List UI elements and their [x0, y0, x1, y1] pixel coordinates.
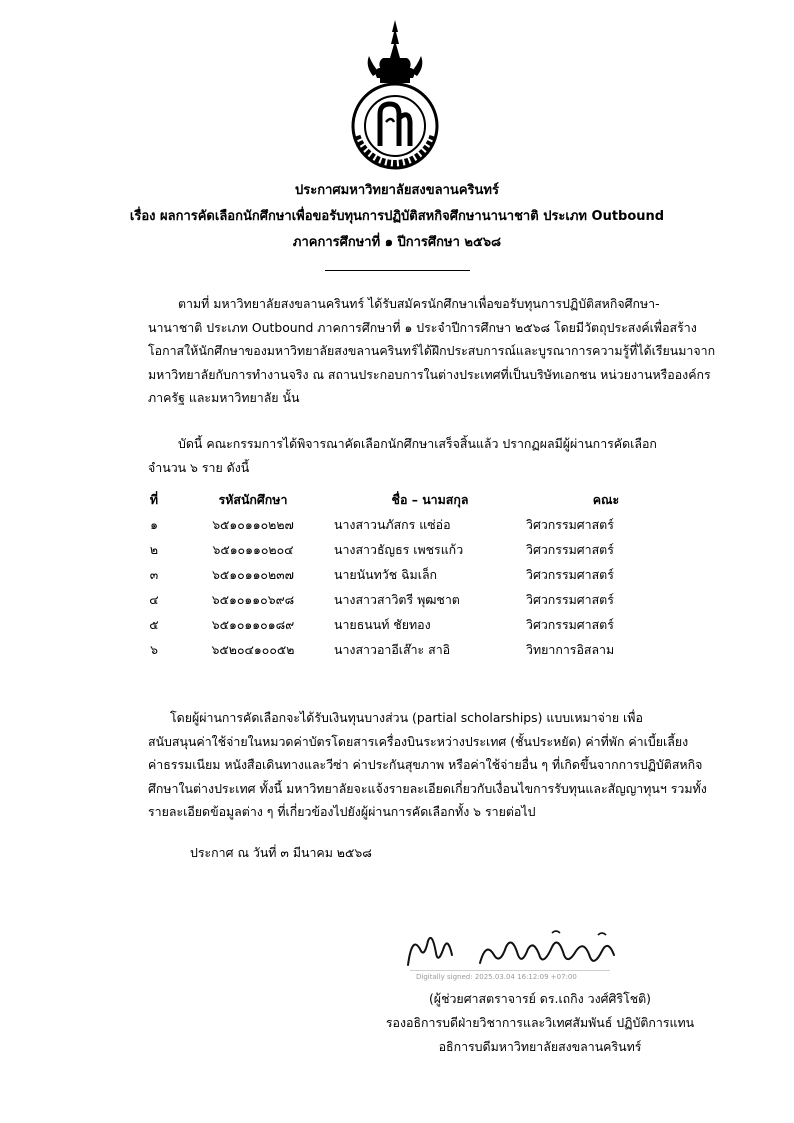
cell-faculty: วิศวกรรมศาสตร์ — [526, 617, 614, 632]
selected-students-table — [130, 488, 686, 663]
cell-student-id: ๖๕๑๐๑๑๐๑๘๙ — [211, 617, 295, 632]
cell-faculty: วิศวกรรมศาสตร์ — [526, 517, 614, 532]
announcement-term: ภาคการศึกษาที่ ๑ ปีการศึกษา ๒๕๖๘ — [292, 235, 502, 250]
cell-faculty: วิทยาการอิสลาม — [526, 642, 615, 657]
paragraph-line: โอกาสให้นักศึกษาของมหาวิทยาลัยสงขลานครินทร์ได้ฝึกประสบการณ์และบูรณาการความรู้ที่ได้เรียนมาจาก — [148, 343, 716, 358]
paragraph-scholarship — [148, 706, 707, 824]
paragraph-line: โดยผู้ผ่านการคัดเลือกจะได้รับเงินทุนบางส่วน (partial scholarships) แบบเหมาจ่าย เพื่อ — [170, 710, 643, 725]
table-row — [130, 613, 686, 638]
header-student-id: รหัสนักศึกษา — [218, 492, 288, 507]
university-seal-logo — [347, 18, 443, 170]
paragraph-line: บัดนี้ คณะกรรมการได้พิจารณาคัดเลือกนักศึกษาเสร็จสิ้นแล้ว ปรากฏผลมีผู้ผ่านการคัดเลือก — [178, 436, 657, 451]
signer-title: รองอธิการบดีฝ่ายวิชาการและวิเทศสัมพันธ์ ปฏิบัติการแทน — [385, 1015, 695, 1030]
paragraph-line: นานาชาติ ประเภท Outbound ภาคการศึกษาที่ ๑ ประจำปีการศึกษา ๒๕๖๘ โดยมีวัตถุประสงค์เพื่อสร้าง — [148, 319, 697, 335]
paragraph-line: มหาวิทยาลัยกับการทำงานจริง ณ สถานประกอบการในต่างประเทศที่เป็นบริษัทเอกชน หน่วยงานหรือองค์กร — [148, 366, 711, 382]
cell-no: ๒ — [149, 542, 159, 557]
signature-divider — [410, 970, 610, 971]
cell-name: นายนันทวัช ฉิมเล็ก — [334, 567, 438, 582]
paragraph-line: ภาครัฐ และมหาวิทยาลัย นั้น — [148, 390, 300, 405]
announcement-date: ประกาศ ณ วันที่ ๓ มีนาคม ๒๕๖๘ — [190, 845, 372, 860]
cell-no: ๔ — [149, 592, 159, 607]
paragraph-line: ตามที่ มหาวิทยาลัยสงขลานครินทร์ ได้รับสมัครนักศึกษาเพื่อขอรับทุนการปฏิบัติสหกิจศึกษา- — [178, 296, 660, 311]
paragraph-line: ค่าธรรมเนียม หนังสือเดินทางและวีซ่า ค่าประกันสุขภาพ หรือค่าใช้จ่ายอื่น ๆ ที่เกิดขึ้นจากการปฏิบัติสหกิจ — [148, 757, 703, 772]
cell-name: นางสาวธัญธร เพชรแก้ว — [334, 542, 464, 557]
cell-student-id: ๖๕๒๐๔๑๐๐๕๒ — [211, 642, 295, 657]
paragraph-line: จำนวน ๖ ราย ดังนี้ — [148, 459, 250, 475]
table-row — [130, 588, 686, 613]
signer-name: (ผู้ช่วยศาสตราจารย์ ดร.เถกิง วงศ์ศิริโชติ) — [428, 991, 652, 1006]
cell-no: ๖ — [150, 642, 158, 657]
title-divider — [325, 270, 470, 271]
header-faculty: คณะ — [592, 492, 620, 507]
cell-student-id: ๖๕๑๐๑๑๐๒๒๗ — [212, 517, 294, 532]
paragraph-intro — [148, 292, 716, 410]
announcement-subject: เรื่อง ผลการคัดเลือกนักศึกษาเพื่อขอรับทุนการปฏิบัติสหกิจศึกษานานาชาติ ประเภท Outbound — [129, 209, 665, 224]
cell-faculty: วิศวกรรมศาสตร์ — [526, 567, 614, 582]
paragraph-line: รายละเอียดข้อมูลต่าง ๆ ที่เกี่ยวข้องไปยังผู้ผ่านการคัดเลือกทั้ง ๖ รายต่อไป — [148, 804, 536, 819]
cell-name: นายธนนท์ ชัยทอง — [334, 617, 431, 632]
announcement-org: ประกาศมหาวิทยาลัยสงขลานครินทร์ — [295, 183, 499, 198]
header-no: ที่ — [149, 492, 159, 507]
table-header-row — [130, 488, 686, 513]
table-row — [130, 513, 686, 538]
handwritten-signature — [402, 925, 642, 975]
signer-title-2: อธิการบดีมหาวิทยาลัยสงขลานครินทร์ — [438, 1039, 642, 1054]
digital-signature-stamp: Digitally signed: 2025.03.04 16:12:09 +07:00 — [416, 973, 577, 981]
cell-name: นางสาวสาวิตรี พุฒชาต — [334, 592, 460, 607]
cell-no: ๕ — [149, 617, 159, 632]
table-row — [130, 563, 686, 588]
cell-faculty: วิศวกรรมศาสตร์ — [526, 542, 614, 557]
cell-no: ๑ — [150, 517, 158, 532]
table-row — [130, 638, 686, 663]
paragraph-result — [148, 432, 700, 479]
table-row — [130, 538, 686, 563]
header-name: ชื่อ – นามสกุล — [391, 492, 469, 507]
paragraph-line: ศึกษาในต่างประเทศ ทั้งนี้ มหาวิทยาลัยจะแจ้งรายละเอียดเกี่ยวกับเงื่อนไขการรับทุนและสัญญาทุนฯ รวมทั้ง — [148, 780, 707, 796]
cell-student-id: ๖๕๑๐๑๑๐๒๓๗ — [212, 567, 294, 582]
cell-faculty: วิศวกรรมศาสตร์ — [526, 592, 614, 607]
cell-student-id: ๖๕๑๐๑๑๐๖๙๘ — [211, 592, 295, 607]
paragraph-line: สนับสนุนค่าใช้จ่ายในหมวดค่าบัตรโดยสารเครื่องบินระหว่างประเทศ (ชั้นประหยัด) ค่าที่พัก ค่าเบี้ยเลี้ยง — [148, 733, 689, 749]
cell-student-id: ๖๕๑๐๑๑๐๒๐๔ — [212, 542, 294, 557]
cell-no: ๓ — [149, 567, 159, 582]
cell-name: นางสาวอาอีเส๊าะ สาอิ — [334, 642, 451, 657]
cell-name: นางสาวนภัสกร แซ่อ่อ — [334, 517, 451, 532]
